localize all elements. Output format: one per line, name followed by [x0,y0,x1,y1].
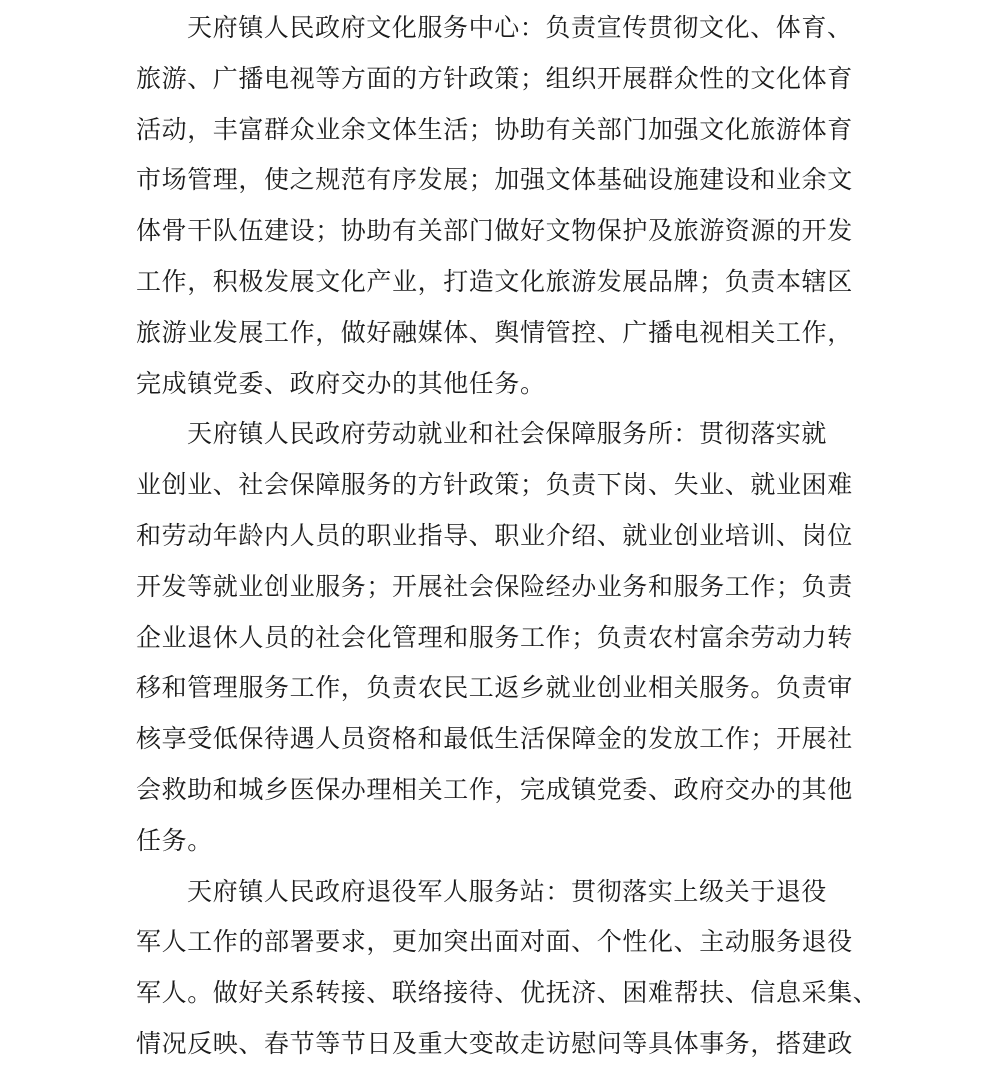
paragraph-culture-center [136,3,896,409]
text-line: 天府镇人民政府文化服务中心：负责宣传贯彻文化、体育、 [187,13,853,42]
paragraph-veterans-service [136,867,896,1070]
text-line: 军人。做好关系转接、联络接待、优抚济、困难帮扶、信息采集、 [136,978,879,1008]
text-line: 活动，丰富群众业余文体生活；协助有关部门加强文化旅游体育 [136,114,853,144]
text-line: 企业退休人员的社会化管理和服务工作；负责农村富余劳动力转 [136,622,853,652]
text-line: 天府镇人民政府退役军人服务站：贯彻落实上级关于退役 [187,876,828,906]
document-page [136,0,896,1070]
text-line: 核享受低保待遇人员资格和最低生活保障金的发放工作；开展社 [136,724,853,754]
text-line: 旅游、广播电视等方面的方针政策；组织开展群众性的文化体育 [136,63,853,93]
text-line: 军人工作的部署要求，更加突出面对面、个性化、主动服务退役 [136,927,853,957]
paragraph-labor-employment [136,409,896,866]
text-line: 任务。 [136,825,213,855]
text-line: 市场管理，使之规范有序发展；加强文体基础设施建设和业余文 [136,165,853,195]
text-line: 会救助和城乡医保办理相关工作，完成镇党委、政府交办的其他 [136,774,853,804]
text-line: 工作，积极发展文化产业，打造文化旅游发展品牌；负责本辖区 [136,266,853,296]
text-line: 情况反映、春节等节日及重大变故走访慰问等具体事务，搭建政 [136,1028,853,1058]
text-line: 旅游业发展工作，做好融媒体、舆情管控、广播电视相关工作， [136,317,853,347]
text-line: 体骨干队伍建设；协助有关部门做好文物保护及旅游资源的开发 [136,216,853,246]
text-line: 移和管理服务工作，负责农民工返乡就业创业相关服务。负责审 [136,673,853,703]
text-line: 天府镇人民政府劳动就业和社会保障服务所：贯彻落实就 [187,419,828,449]
text-line: 开发等就业创业服务；开展社会保险经办业务和服务工作；负责 [136,571,853,601]
text-line: 业创业、社会保障服务的方针政策；负责下岗、失业、就业困难 [136,470,853,500]
text-line: 完成镇党委、政府交办的其他任务。 [136,368,546,398]
text-line: 和劳动年龄内人员的职业指导、职业介绍、就业创业培训、岗位 [136,520,853,550]
